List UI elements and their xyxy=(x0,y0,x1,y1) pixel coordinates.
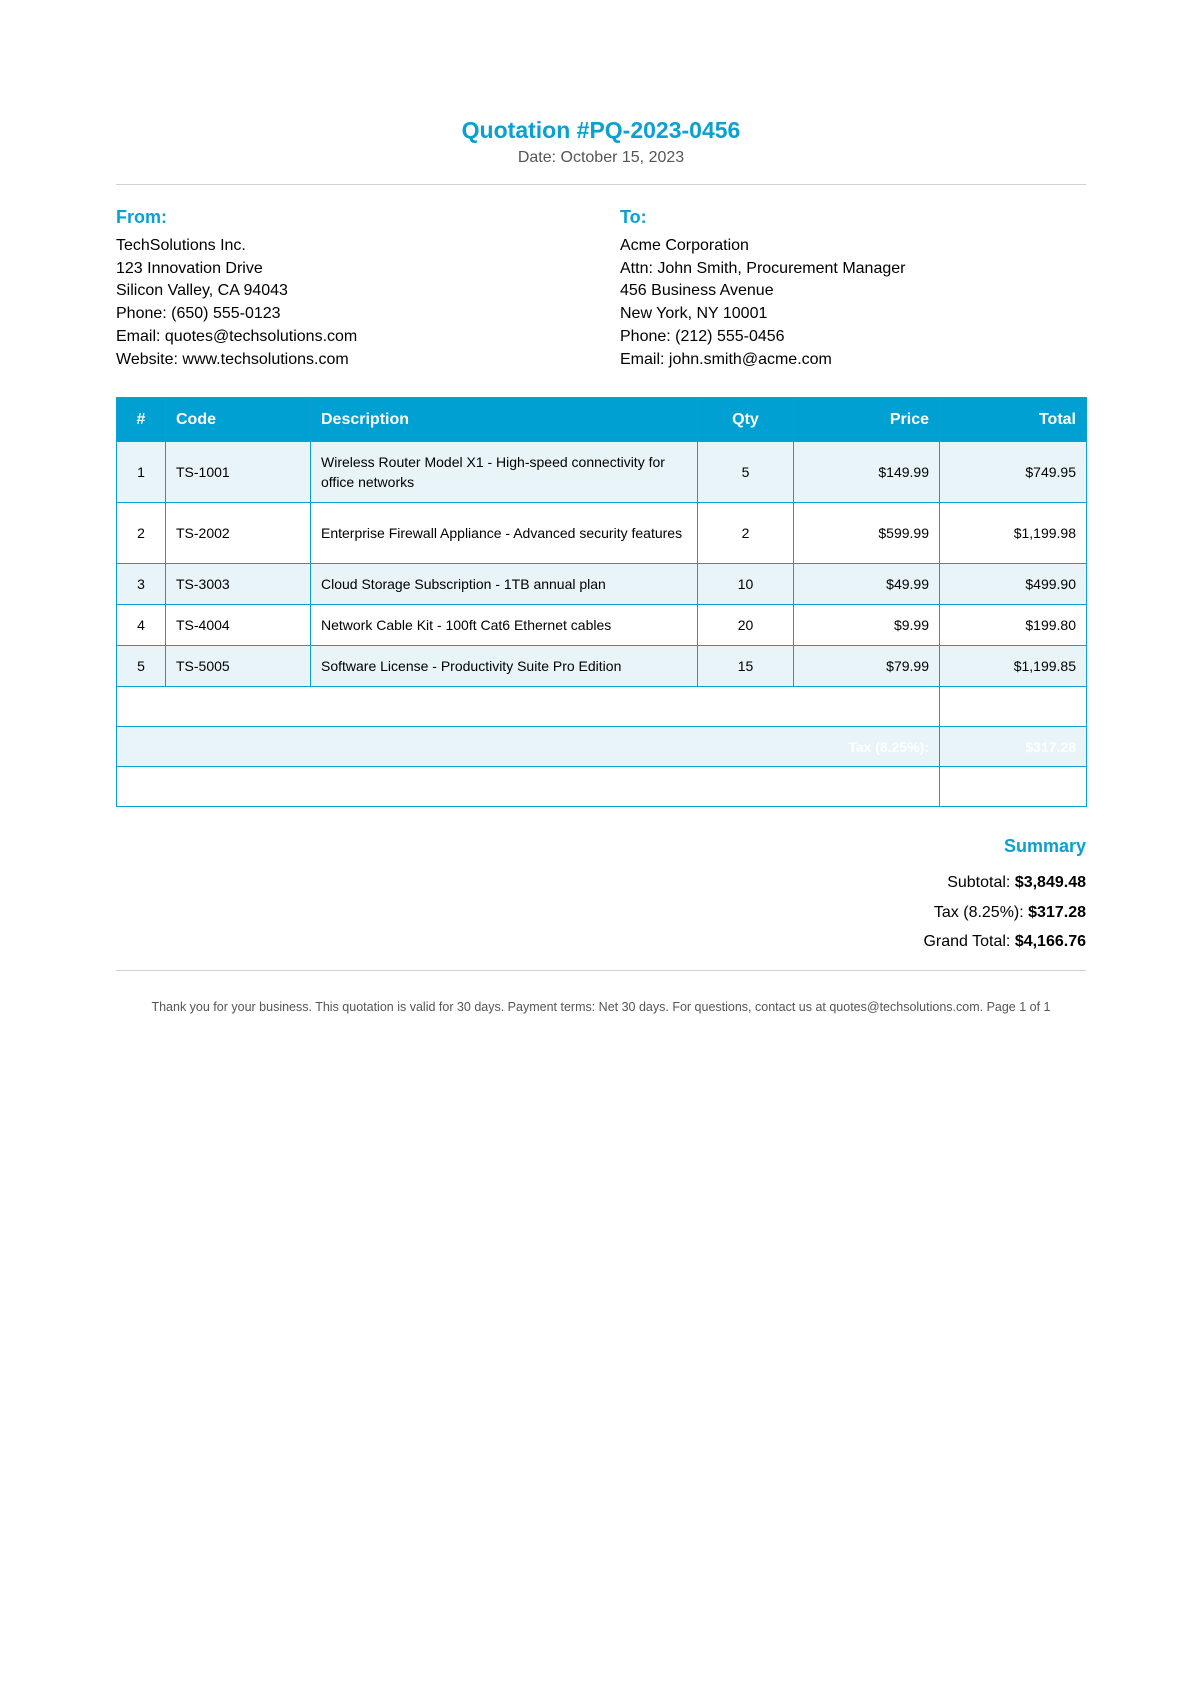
header-divider xyxy=(116,184,1086,185)
grand-total-label: Grand Total: xyxy=(923,933,1011,951)
from-email: Email: quotes@techsolutions.com xyxy=(116,327,358,345)
table-row xyxy=(117,442,1087,503)
row-code: TS-3003 xyxy=(166,564,311,605)
from-block xyxy=(116,205,620,371)
from-street: 123 Innovation Drive xyxy=(116,259,263,277)
to-attention: Attn: John Smith, Procurement Manager xyxy=(620,259,906,277)
tax-label: Tax (8.25%): xyxy=(933,903,1024,921)
to-company: Acme Corporation xyxy=(620,237,749,254)
row-qty: 5 xyxy=(698,442,794,503)
row-price: $49.99 xyxy=(794,564,940,605)
column-header-number: # xyxy=(117,398,166,442)
from-heading: From: xyxy=(116,207,167,227)
grand-total-value: $4,166.76 xyxy=(1014,933,1086,951)
quotation-document xyxy=(116,0,1086,1015)
from-company: TechSolutions Inc. xyxy=(116,237,246,254)
row-price: $9.99 xyxy=(794,605,940,646)
column-header-qty: Qty xyxy=(698,398,794,442)
row-total: $1,199.98 xyxy=(940,503,1087,564)
column-header-price: Price xyxy=(794,398,940,442)
summary-subtotal xyxy=(116,868,1086,898)
table-row xyxy=(117,503,1087,564)
table-header-row xyxy=(117,398,1087,442)
row-description: Cloud Storage Subscription - 1TB annual plan xyxy=(311,564,698,605)
row-qty: 15 xyxy=(698,646,794,687)
footer-divider xyxy=(116,970,1086,971)
table-footer-row-tax xyxy=(117,727,1087,767)
footer-label-cell xyxy=(117,767,940,807)
row-number: 5 xyxy=(117,646,166,687)
to-email: Email: john.smith@acme.com xyxy=(620,350,832,368)
row-code: TS-4004 xyxy=(166,605,311,646)
page-title: Quotation #PQ-2023-0456 xyxy=(461,117,741,143)
row-total: $749.95 xyxy=(940,442,1087,503)
quotation-date: Date: October 15, 2023 xyxy=(517,149,685,166)
from-website: Website: www.techsolutions.com xyxy=(116,350,349,368)
table-row xyxy=(117,605,1087,646)
line-items-table xyxy=(116,397,1087,807)
table-row xyxy=(117,564,1087,605)
row-description: Wireless Router Model X1 - High-speed connectivity for office networks xyxy=(311,442,698,503)
row-total: $199.80 xyxy=(940,605,1087,646)
footer-tax-label: Tax (8.25%): xyxy=(117,727,940,767)
summary-grand-total xyxy=(116,927,1086,957)
row-description: Software License - Productivity Suite Pro Edition xyxy=(311,646,698,687)
document-header xyxy=(116,0,1086,170)
summary-section xyxy=(116,834,1086,957)
column-header-code: Code xyxy=(166,398,311,442)
row-code: TS-1001 xyxy=(166,442,311,503)
footer-label-cell xyxy=(117,687,940,727)
row-price: $79.99 xyxy=(794,646,940,687)
row-code: TS-2002 xyxy=(166,503,311,564)
row-code: TS-5005 xyxy=(166,646,311,687)
to-city: New York, NY 10001 xyxy=(620,305,768,323)
footer-value-cell xyxy=(940,687,1087,727)
row-qty: 20 xyxy=(698,605,794,646)
row-qty: 2 xyxy=(698,503,794,564)
row-description: Enterprise Firewall Appliance - Advanced security features xyxy=(311,503,698,564)
parties-section xyxy=(116,205,1086,371)
table-row xyxy=(117,646,1087,687)
footer-note: Thank you for your business. This quotation is valid for 30 days. Payment terms: Net 30 days. For questions, contact us at quotes@techsolutions.com. Page 1 of 1 xyxy=(151,999,1051,1014)
from-city: Silicon Valley, CA 94043 xyxy=(116,282,288,300)
from-phone: Phone: (650) 555-0123 xyxy=(116,305,281,323)
row-qty: 10 xyxy=(698,564,794,605)
to-heading: To: xyxy=(620,207,647,227)
row-description: Network Cable Kit - 100ft Cat6 Ethernet cables xyxy=(311,605,698,646)
to-street: 456 Business Avenue xyxy=(620,282,774,300)
to-phone: Phone: (212) 555-0456 xyxy=(620,327,785,345)
summary-tax xyxy=(116,898,1086,928)
row-total: $499.90 xyxy=(940,564,1087,605)
to-block xyxy=(620,205,1086,371)
table-footer-row-empty xyxy=(117,687,1087,727)
row-number: 1 xyxy=(117,442,166,503)
tax-value: $317.28 xyxy=(1028,903,1086,921)
footer-tax-value: $317.28 xyxy=(940,727,1087,767)
row-total: $1,199.85 xyxy=(940,646,1087,687)
column-header-total: Total xyxy=(940,398,1087,442)
subtotal-label: Subtotal: xyxy=(947,874,1011,892)
row-number: 4 xyxy=(117,605,166,646)
row-number: 3 xyxy=(117,564,166,605)
subtotal-value: $3,849.48 xyxy=(1014,874,1086,892)
row-price: $599.99 xyxy=(794,503,940,564)
column-header-description: Description xyxy=(311,398,698,442)
footer-value-cell xyxy=(940,767,1087,807)
summary-heading: Summary xyxy=(1003,836,1086,857)
row-price: $149.99 xyxy=(794,442,940,503)
row-number: 2 xyxy=(117,503,166,564)
table-footer-row-empty xyxy=(117,767,1087,807)
